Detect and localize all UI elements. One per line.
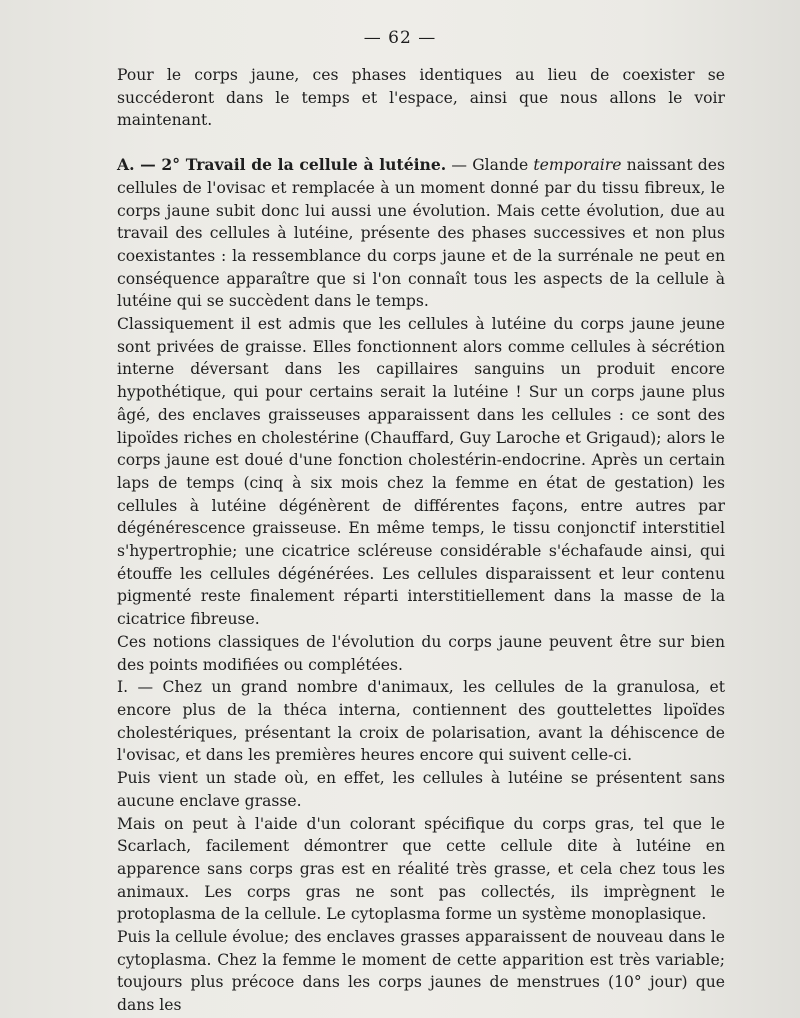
paragraph-section-a bbox=[117, 154, 725, 313]
paragraph-text: naissant des cellules de l'ovisac et remplacée à un moment donné par du tissu fibreux, le corps jaune subit donc lui aussi une évolution. Mais cette évolution, due au travail des cellules à lutéine, présente des phases successives et non plus coexistantes : la ressemblance du corps jaune et de la surrénale ne peut en conséquence apparaître que si l'on connaît tous les aspects de la cellule à lutéine qui se succèdent dans le temps. bbox=[117, 156, 725, 311]
page-number: — 62 — bbox=[363, 28, 437, 48]
paragraph-stage bbox=[117, 767, 725, 812]
paragraph-classical bbox=[117, 313, 725, 631]
paragraph-text: Puis la cellule évolue; des enclaves grasses apparaissent de nouveau dans le cytoplasma. Chez la femme le moment de cette apparition est très variable; toujours plus précoce dans les corps jaunes de menstrues (10° jour) que dans les bbox=[117, 928, 725, 1015]
paragraph-text: Puis vient un stade où, en effet, les cellules à lutéine se présentent sans aucune enclave grasse. bbox=[117, 769, 725, 810]
paragraph-gap bbox=[117, 132, 725, 154]
paragraph-notions bbox=[117, 631, 725, 676]
paragraph-text: I. — Chez un grand nombre d'animaux, les cellules de la granulosa, et encore plus de la théca interna, contiennent des gouttelettes lipoïdes cholestériques, présentant la croix de polarisation, avant la déhiscence de l'ovisac, et dans les premières heures encore qui suivent celle-ci. bbox=[117, 678, 725, 765]
paragraph-text: Pour le corps jaune, ces phases identiques au lieu de coexister se succéderont dans le temps et l'espace, ainsi que nous allons le voir maintenant. bbox=[117, 66, 725, 130]
paragraph-text: Ces notions classiques de l'évolution du corps jaune peuvent être sur bien des points modifiées ou complétées. bbox=[117, 632, 725, 674]
paragraph-text: Classiquement il est admis que les cellules à lutéine du corps jaune jeune sont privées de graisse. Elles fonctionnent alors comme cellules à sécrétion interne déversant dans les capillaires sanguins un produit encore hypothétique, qui pour certains serait la lutéine ! Sur un corps jaune plus âgé, des enclaves graisseuses apparaissent dans les cellules : ce sont des lipoïdes riches en cholestérine (Chauffard, Guy Laroche et Grigaud); alors le corps jaune est doué d'une fonction cholestérin-endocrine. Après un certain laps de temps (cinq à six mois chez la femme en état de gestation) les cellules à lutéine dégénèrent de différentes façons, entre autres par dégénérescence graisseuse. En même temps, le tissu conjonctif interstitiel s'hypertrophie; une cicatrice scléreuse considérable s'échafaude ainsi, qui étouffe les cellules dégénérées. Les cellules disparaissent et leur contenu pigmenté reste finalement réparti interstitiellement dans la masse de la cicatrice fibreuse. bbox=[117, 315, 725, 629]
paragraph-scarlach bbox=[117, 813, 725, 927]
emphasis-text: temporaire bbox=[533, 156, 622, 175]
paragraph-text: Mais on peut à l'aide d'un colorant spécifique du corps gras, tel que le Scarlach, facilement démontrer que cette cellule dite à lutéine en apparence sans corps gras est en réalité très grasse, et cela chez tous les animaux. Les corps gras ne sont pas collectés, ils imprègnent le protoplasma de la cellule. Le cytoplasma forme un système monoplasique. bbox=[117, 814, 725, 924]
section-heading: A. — 2° Travail de la cellule à lutéine. bbox=[117, 155, 447, 175]
paragraph-evolution bbox=[117, 926, 725, 1017]
paragraph-intro bbox=[117, 64, 725, 132]
paragraph-text: — Glande bbox=[446, 156, 534, 175]
paragraph-point-one bbox=[117, 676, 725, 767]
body-text bbox=[117, 64, 725, 1017]
